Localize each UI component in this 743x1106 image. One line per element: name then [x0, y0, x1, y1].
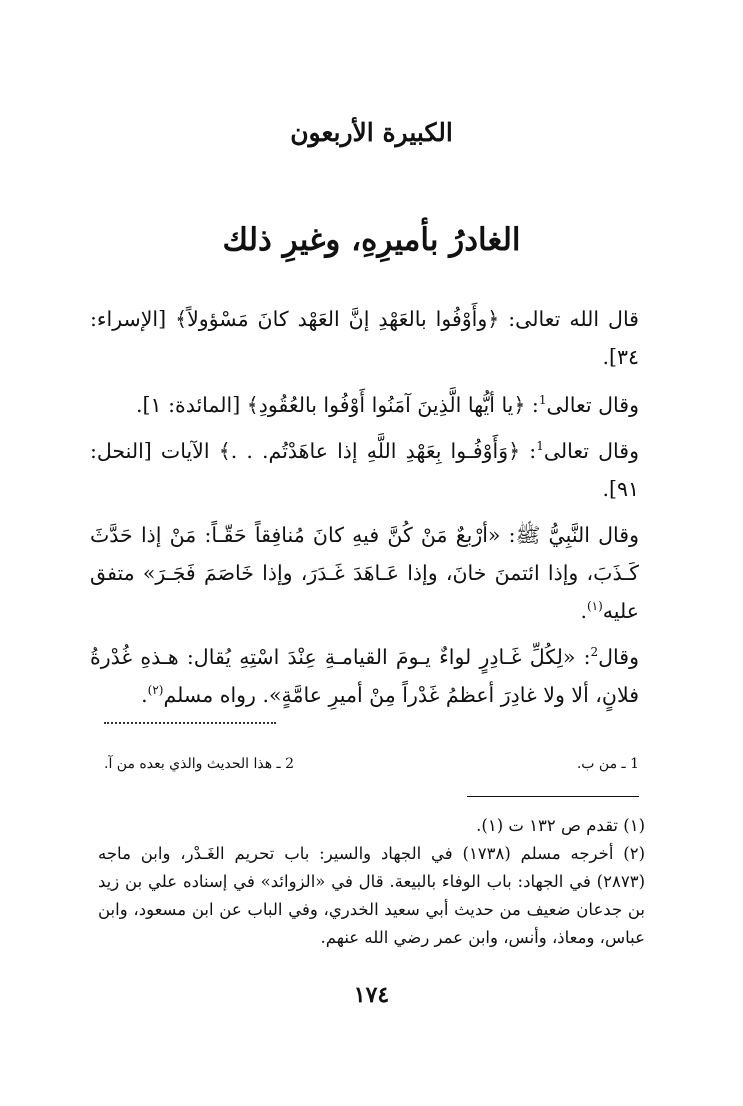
- paragraph-3: [90, 432, 639, 508]
- variant-notes: [104, 756, 639, 772]
- paragraph-5-end: .: [141, 683, 148, 707]
- variant-marker-1: 1: [538, 393, 547, 408]
- footnotes: [98, 812, 645, 952]
- paragraph-2-lead: وقال تعالى: [546, 393, 639, 417]
- variant-note-1: 1 ـ من ب.: [576, 756, 639, 772]
- chapter-title: الكبيرة الأربعون: [290, 118, 453, 147]
- paragraph-1-text: قال الله تعالى: ﴿وأَوْفُوا بالعَهْدِ إنَّ العَهْد كانَ مَسْؤولاً﴾ [الإسراء: ٣٤].: [90, 307, 639, 369]
- footnote-marker-2: (٢): [147, 683, 164, 698]
- paragraph-4-end: .: [580, 599, 587, 623]
- paragraph-2: [90, 386, 639, 424]
- section-title: الغادرُ بأميرِهِ، وغيرِ ذلك: [222, 222, 521, 258]
- variant-marker-2: 2: [590, 645, 599, 660]
- page-number: ١٧٤: [353, 982, 390, 1008]
- footnote-rule: [467, 796, 639, 797]
- paragraph-4-text: وقال النَّبِيُّ ﷺ: «أرْبعٌ مَنْ كُنَّ فيهِ كانَ مُنافِقاً حَقّـاً: مَنْ إذا حَدَّثَ كَـذَبَ، وإذا ائتمنَ خانَ، وإذا عَـاهَدَ غَـدَرَ، وإذا خَاصَمَ فَجَـرَ» متفق عليه: [90, 523, 639, 623]
- paragraph-5: [90, 638, 639, 714]
- paragraph-3-text: : ﴿وَأَوْفُـوا بِعَهْدِ اللَّهِ إذا عاهَدْتُم. . .﴾ الآيات [النحل: ٩١].: [90, 439, 639, 501]
- paragraph-5-text: : «لِكُلِّ غَـادِرٍ لواءٌ يـومَ القيامـةِ عِنْدَ اسْتِهِ يُقال: هـذهِ غُدْرةُ فلانٍ، ألا ولا غادِرَ أعظمُ غَدْراً مِنْ أميرِ عامَّةٍ». رواه مسلم: [90, 645, 639, 707]
- paragraph-1: [90, 300, 639, 376]
- paragraph-5-lead: وقال: [598, 645, 639, 669]
- dotted-separator: [104, 722, 276, 724]
- main-text: [90, 300, 639, 722]
- footnote-marker-1: (١): [586, 599, 603, 614]
- footnote-2: (٢) أخرجه مسلم (١٧٣٨) في الجهاد والسير: باب تحريم الغَـدْر، وابن ماجه (٢٨٧٣) في الجهاد: باب الوفاء بالبيعة. قال في «الزوائد» في إسناده علي بن زيد بن جدعان ضعيف من حديث أبي سعيد الخدري، وفي الباب عن ابن مسعود، وابن عباس، ومعاذ، وأنس، وابن عمر رضي الله عنهم.: [98, 844, 645, 947]
- paragraph-2-text: : ﴿يا أيُّها الَّذِينَ آمَنُوا أَوْفُوا بالعُقُودِ﴾ [المائدة: ١].: [136, 393, 539, 417]
- variant-note-2: 2 ـ هذا الحديث والذي بعده من آ.: [104, 756, 295, 772]
- paragraph-3-lead: وقال تعالى: [543, 439, 639, 463]
- footnote-1: (١) تقدم ص ١٣٢ ت (١).: [476, 816, 645, 835]
- paragraph-4: [90, 516, 639, 630]
- variant-marker-1b: 1: [536, 439, 544, 454]
